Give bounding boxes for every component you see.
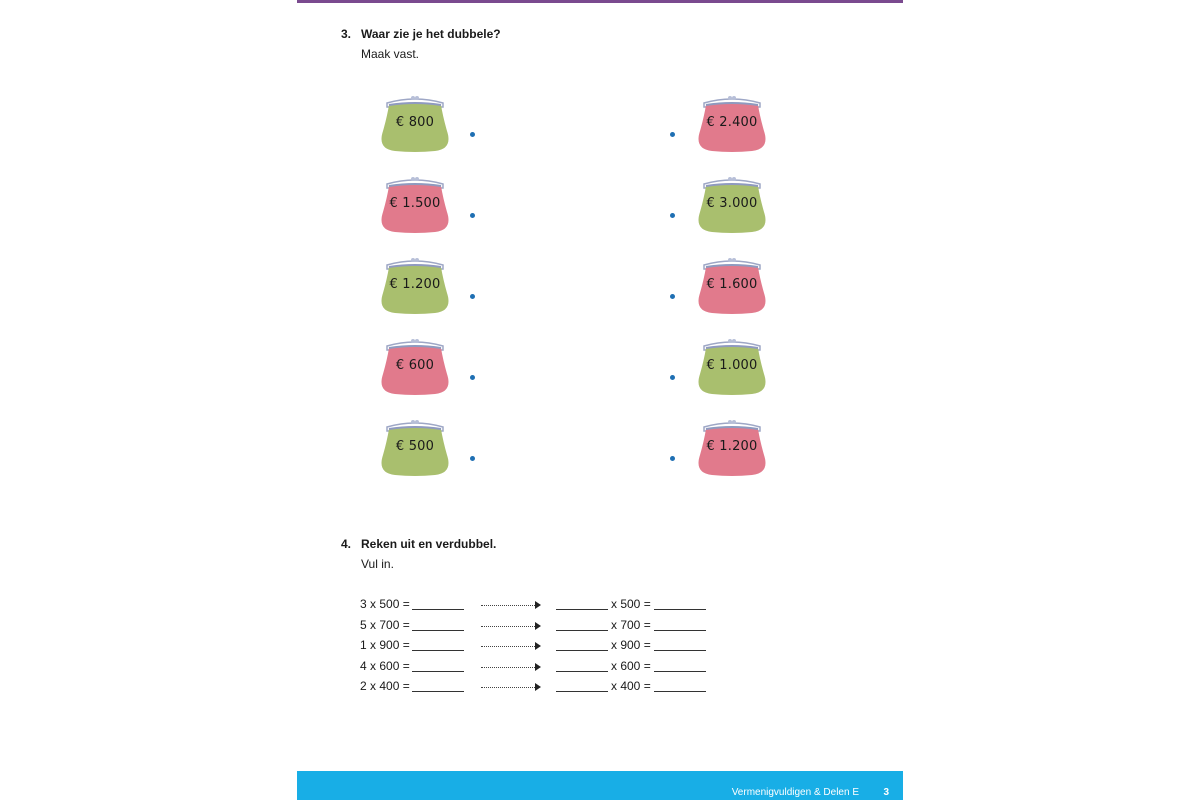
answer-blank-1[interactable] [412,650,464,651]
purse-left-5 [377,419,453,479]
question-4-title: Reken uit en verdubbel. [361,537,497,551]
question-3-number: 3. [341,27,352,41]
answer-blank-3[interactable] [654,650,706,651]
match-dot-left-3[interactable] [470,294,475,299]
match-dot-left-1[interactable] [470,132,475,137]
arrow-icon [481,601,541,609]
answer-blank-2[interactable] [556,650,608,651]
arrow-icon [481,622,541,630]
answer-blank-3[interactable] [654,609,706,610]
match-dot-right-4[interactable] [670,375,675,380]
equation-left-text: 2 x 400 = [360,679,410,693]
equation-left-text: 4 x 600 = [360,658,410,673]
question-4-instruction: Vul in. [361,557,394,571]
purse-amount-label: € 3.000 [706,196,758,211]
equation-right-text: x 600 = [611,658,651,673]
top-rule [297,0,903,3]
purse-amount-label: € 500 [395,439,435,454]
purse-right-2 [694,176,770,236]
question-3-title: Waar zie je het dubbele? [361,27,501,41]
question-3-instruction: Maak vast. [361,47,420,61]
match-dot-right-2[interactable] [670,213,675,218]
equation-right-text: x 900 = [611,638,651,652]
answer-blank-1[interactable] [412,630,464,631]
purse-right-1 [694,95,770,155]
worksheet-page [297,0,903,800]
answer-blank-2[interactable] [556,691,608,692]
match-dot-right-1[interactable] [670,132,675,137]
equation-row [360,618,720,634]
purse-left-4 [377,338,453,398]
answer-blank-3[interactable] [654,671,706,672]
equation-right-text: x 500 = [611,597,651,611]
purse-right-3 [694,257,770,317]
purse-amount-label: € 600 [395,358,435,373]
match-dot-right-3[interactable] [670,294,675,299]
purse-left-3 [377,257,453,317]
arrow-icon [481,683,541,691]
answer-blank-3[interactable] [654,630,706,631]
equation-right-text: x 700 = [611,617,651,632]
equation-row [360,679,720,695]
answer-blank-2[interactable] [556,671,608,672]
equation-left-text: 1 x 900 = [360,638,410,652]
match-dot-right-5[interactable] [670,456,675,461]
purse-left-1 [377,95,453,155]
equation-right-text: x 400 = [611,679,651,693]
arrow-icon [481,642,541,650]
arrow-icon [481,663,541,671]
equation-row [360,597,720,613]
answer-blank-1[interactable] [412,671,464,672]
page-number: 3 [883,787,889,798]
purse-amount-label: € 1.200 [389,277,441,292]
equation-row [360,638,720,654]
purse-right-4 [694,338,770,398]
question-4-number: 4. [341,537,352,551]
purse-amount-label: € 2.400 [706,115,758,130]
footer-bar [297,771,903,800]
answer-blank-3[interactable] [654,691,706,692]
footer-title: Vermenigvuldigen & Delen E [731,787,859,798]
purse-amount-label: € 1.600 [706,277,758,292]
answer-blank-2[interactable] [556,609,608,610]
answer-blank-2[interactable] [556,630,608,631]
equation-left-text: 3 x 500 = [360,597,410,611]
match-dot-left-5[interactable] [470,456,475,461]
equation-row [360,659,720,675]
match-dot-left-2[interactable] [470,213,475,218]
purse-amount-label: € 1.000 [706,358,758,373]
purse-left-2 [377,176,453,236]
purse-amount-label: € 1.200 [706,439,758,454]
answer-blank-1[interactable] [412,609,464,610]
purse-amount-label: € 800 [395,115,435,130]
purse-right-5 [694,419,770,479]
match-dot-left-4[interactable] [470,375,475,380]
answer-blank-1[interactable] [412,691,464,692]
equation-left-text: 5 x 700 = [360,617,410,632]
purse-amount-label: € 1.500 [389,196,441,211]
